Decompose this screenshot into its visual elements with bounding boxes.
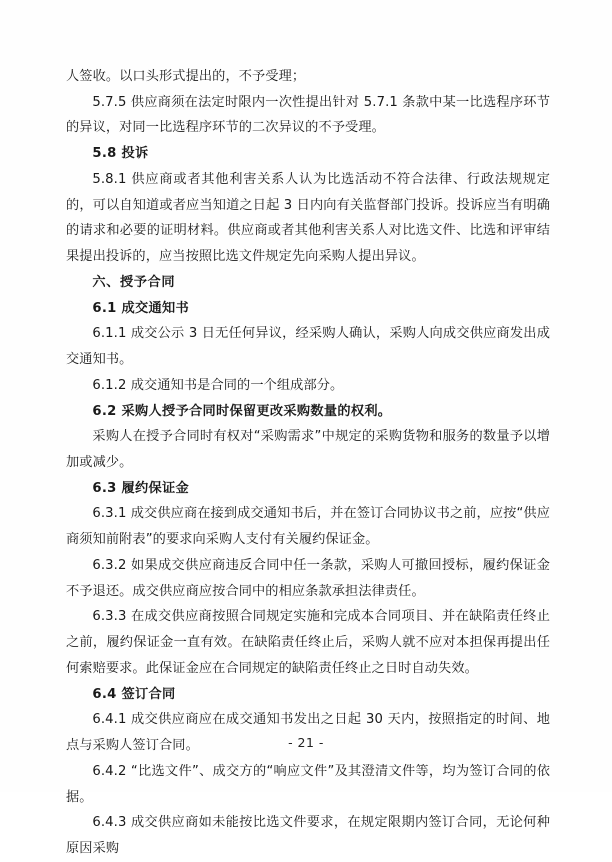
paragraph: 5.8.1 供应商或者其他利害关系人认为比选活动不符合法律、行政法规规定的，可以自知道或者应当知道之日起 3 日内向有关监督部门投诉。投诉应当有明确的请求和必要的证明材料。供应商或者其他利害关系人对比选文件、比选和评审结果提出投诉的，应当按照比选文件规定先向采购人提出异议。 [66,171,550,265]
paragraph: 人签收。以口头形式提出的，不予受理； [66,69,306,84]
section-heading: 6.4 签订合同 [92,686,176,702]
paragraph: 6.3.3 在成交供应商按照合同规定实施和完成本合同项目、并在缺陷责任终止之前，履约保证金一直有效。在缺陷责任终止后，采购人就不应对本担保再提出任何索赔要求。此保证金应在合同规定的缺陷责任终止之日时自动失效。 [66,609,550,676]
paragraph: 6.4.1 成交供应商应在成交通知书发出之日起 30 天内，按照指定的时间、地点与采购人签订合同。 [66,712,550,754]
section-heading: 5.8 投诉 [92,146,149,162]
paragraph: 6.3.1 成交供应商在接到成交通知书后，并在签订合同协议书之前，应按“供应商须知前附表”的要求向采购人支付有关履约保证金。 [66,506,550,548]
section-heading: 6.3 履约保证金 [92,480,189,496]
section-heading: 6.2 采购人授予合同时保留更改采购数量的权利。 [92,403,392,419]
paragraph: 6.4.3 成交供应商如未能按比选文件要求，在规定限期内签订合同，无论何种原因采购 [66,815,550,857]
paragraph: 6.1.1 成交公示 3 日无任何异议，经采购人确认，采购人向成交供应商发出成交通知书。 [66,326,550,368]
section-heading: 六、授予合同 [92,274,176,290]
paragraph: 采购人在授予合同时有权对“采购需求”中规定的采购货物和服务的数量予以增加或减少。 [66,429,550,471]
page-number: - 21 - [288,735,324,750]
paragraph: 6.1.2 成交通知书是合同的一个组成部分。 [92,377,344,393]
paragraph: 6.4.2 “比选文件”、成交方的“响应文件”及其澄清文件等，均为签订合同的依据。 [66,763,550,805]
section-heading: 6.1 成交通知书 [92,300,189,316]
paragraph: 5.7.5 供应商须在法定时限内一次性提出针对 5.7.1 条款中某一比选程序环节的异议，对同一比选程序环节的二次异议的不予受理。 [66,94,550,136]
paragraph: 6.3.2 如果成交供应商违反合同中任一条款，采购人可撤回授标，履约保证金不予退还。成交供应商应按合同中的相应条款承担法律责任。 [66,557,550,599]
